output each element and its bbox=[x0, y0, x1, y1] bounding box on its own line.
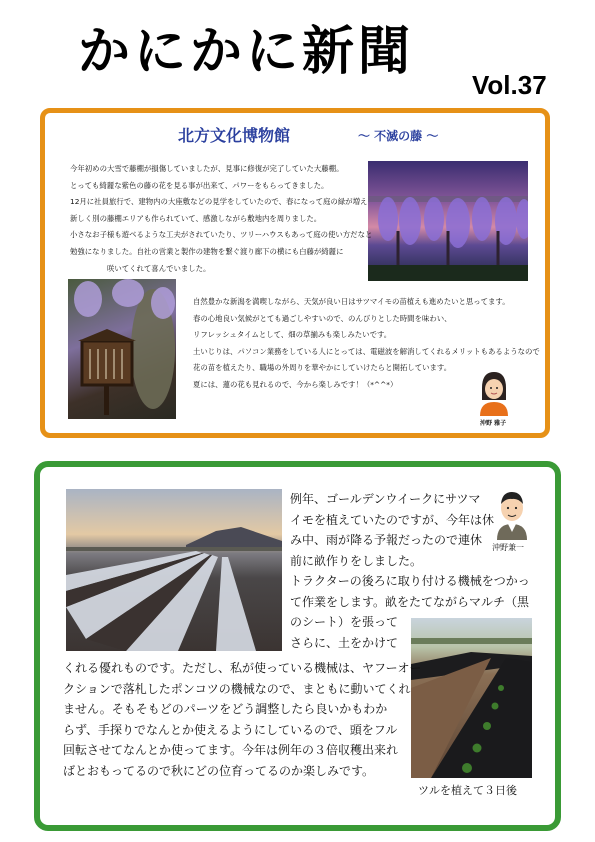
author-avatar-woman bbox=[476, 368, 512, 418]
article-1-paragraph-2: 自然豊かな新潟を満喫しながら、天気が良い日はサツマイモの苗植えも進めたいと思ってます。 春の心地良い気候がとても過ごしやすいので、のんびりとした時間を味わい、 リフレッシュタイムとして、畑の草揃みも楽しみたいです。 土いじりは、パソコン業務をしている人にとっては、電磁波を解消してくれるメリットもあるようなので 花の苗を植えたり、職場の外周りを華やかにしていけたらと開拓しています。 夏には、蓮の花も見れるので、今から楽しみです！（*^^*） bbox=[193, 297, 540, 389]
article-1-paragraph-1: 今年初めの大雪で藤棚が損傷していましたが、見事に修復が完了していた大藤棚。 とっても綺麗な紫色の藤の花を見る事が出来て、パワーをもらってきました。 12月に社員旅行で、建物内の大座敷などの見学をしていたので、春になって庭の緑が増え 新しく別の藤棚エリアも作られていて、感激しながら敷地内を周りました。 小さなお子様も遊べるような工夫がされていたり、ツリーハウスもあって庭の使い方だなと 勉強になりました。自社の営業と製作の建物を繋ぐ渡り廊下の横にも白藤が綺麗に 咲いてくれて喜んでいました。 bbox=[70, 164, 373, 273]
mulched-field-photo bbox=[66, 489, 282, 651]
photo-caption: ツルを植えて３日後 bbox=[418, 784, 517, 797]
article-1-subtitle: ～ 不滅の藤 ～ bbox=[358, 129, 439, 143]
article-1-author: 沖野 雅子 bbox=[480, 420, 507, 427]
museum-signboard-photo bbox=[68, 279, 176, 419]
newsletter-title: かにかに新聞 bbox=[78, 22, 415, 82]
article-2-paragraph-1: 例年、ゴールデンウイークにサツマ イモを植えていたのですが、今年は休 み中、雨が降る予報だったので連休 前に畝作りをしました。 トラクターの後ろに取り付ける機械をつかっ て作業をします。畝をたてながらマルチ（黒 のシート）を張って さらに、土をかけて bbox=[290, 492, 530, 650]
article-2-paragraph-2: くれる優れものです。ただし、私が使っている機械は、ヤフーオー クションで落札したポンコツの機械なので、まともに動いてくれ ません。そもそもどのパーツをどう調整したら良いかもわか らず、手探りでなんとか使えるようにしているので、頭をフル 回転させてなんとか使ってます。今年は例年の３倍収穫出来れ ばとおもってるので秋にどの位育ってるのか楽しみです。 bbox=[63, 661, 422, 778]
article-1-title: 北方文化博物館 bbox=[178, 126, 291, 145]
wisteria-trellis-photo bbox=[368, 161, 528, 281]
sweet-potato-vines-photo bbox=[411, 618, 532, 778]
volume-number: Vol.37 bbox=[472, 70, 547, 100]
article-2-author: 沖野兼一 bbox=[492, 543, 524, 552]
